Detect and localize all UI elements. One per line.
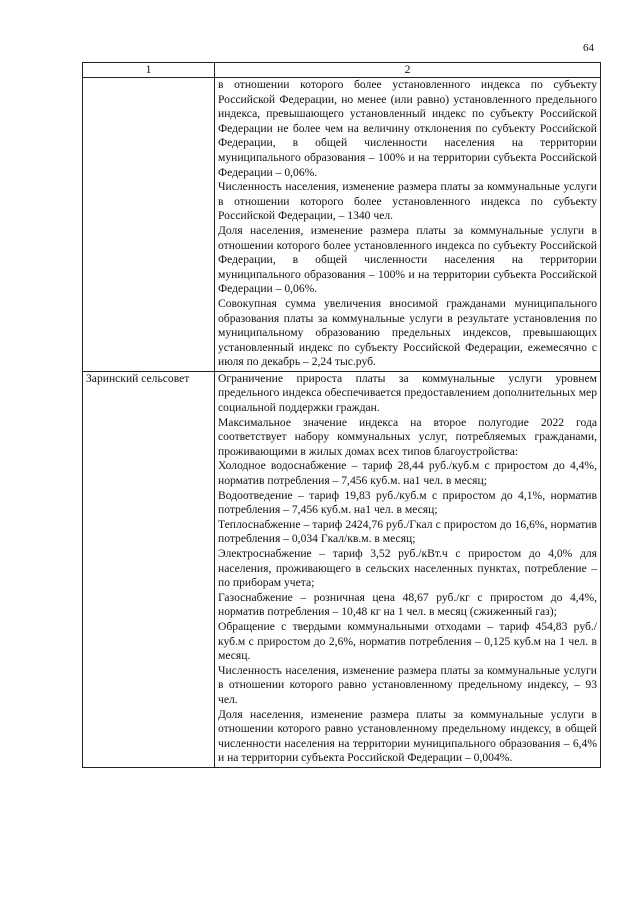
paragraph: Водоотведение – тариф 19,83 руб./куб.м с приростом до 4,1%, норматив потребления – 7,456 куб.м. на1 чел. в месяц; xyxy=(218,488,597,517)
table-header-row xyxy=(83,63,601,78)
paragraph: Численность населения, изменение размера платы за коммунальные услуги в отношении которого более установленного индекса по субъекту Российской Федерации, – 1340 чел. xyxy=(218,180,597,223)
row-label-cell xyxy=(83,78,215,372)
table-row xyxy=(83,78,601,372)
paragraph: Газоснабжение – розничная цена 48,67 руб./кг с приростом до 4,4%, норматив потребления – 10,48 кг на 1 чел. в месяц (сжиженный газ); xyxy=(218,590,597,619)
paragraph: Холодное водоснабжение – тариф 28,44 руб./куб.м с приростом до 4,4%, норматив потребления – 7,456 куб.м. на1 чел. в месяц; xyxy=(218,459,597,488)
table-row xyxy=(83,371,601,767)
paragraph: в отношении которого более установленного индекса по субъекту Российской Федерации, но менее (или равно) установленного предельного индекса, превышающего установленный индекс по субъекту Российской Федерации не более чем на величину отклонения по субъекту Российской Федерации, в общей численности населения на территории муниципального образования – 100% и на территории субъекта Российской Федерации – 0,06%. xyxy=(218,78,597,179)
paragraph: Электроснабжение – тариф 3,52 руб./кВт.ч с приростом до 4,0% для населения, проживающего в сельских населенных пунктах, потребление – по приборам учета; xyxy=(218,547,597,590)
document-table xyxy=(82,62,601,768)
column-header-1: 1 xyxy=(83,63,215,78)
paragraph: Численность населения, изменение размера платы за коммунальные услуги в отношении которого равно установленному предельному индексу, – 93 чел. xyxy=(218,663,597,706)
paragraph: Теплоснабжение – тариф 2424,76 руб./Гкал с приростом до 16,6%, норматив потребления – 0,034 Гкал/кв.м. в месяц; xyxy=(218,517,597,546)
row-content-cell xyxy=(215,371,601,767)
row-content-cell xyxy=(215,78,601,372)
paragraph: Доля населения, изменение размера платы за коммунальные услуги в отношении которого равно установленному предельному индексу, в общей численности населения на территории муниципального образования – 6,4% и на территории субъекта Российской Федерации – 0,004%. xyxy=(218,707,597,765)
paragraph: Ограничение прироста платы за коммунальные услуги уровнем предельного индекса обеспечивается предоставлением дополнительных мер социальной поддержки граждан. xyxy=(218,371,597,415)
page-number: 64 xyxy=(583,42,594,54)
paragraph: Максимальное значение индекса на второе полугодие 2022 года соответствует набору коммунальных услуг, потребляемых гражданами, проживающими в жилых домах всех типов благоустройства: xyxy=(218,415,597,458)
paragraph: Совокупная сумма увеличения вносимой гражданами муниципального образования платы за коммунальные услуги в результате установления по муниципальному образованию предельных индексов, превышающих установленный индекс по субъекту Российской Федерации, ежемесячно с июля по декабрь – 2,24 тыс.руб. xyxy=(218,296,597,369)
row-label: Заринский сельсовет xyxy=(86,371,190,385)
column-header-2: 2 xyxy=(215,63,601,78)
paragraph: Обращение с твердыми коммунальными отходами – тариф 454,83 руб./куб.м с приростом до 2,6%, норматив потребления – 0,125 куб.м на 1 чел. в месяц. xyxy=(218,619,597,663)
paragraph: Доля населения, изменение размера платы за коммунальные услуги в отношении которого более установленного индекса по субъекту Российской Федерации, в общей численности населения на территории муниципального образования – 100% и на территории субъекта Российской Федерации – 0,06%. xyxy=(218,223,597,296)
row-label-cell xyxy=(83,371,215,767)
